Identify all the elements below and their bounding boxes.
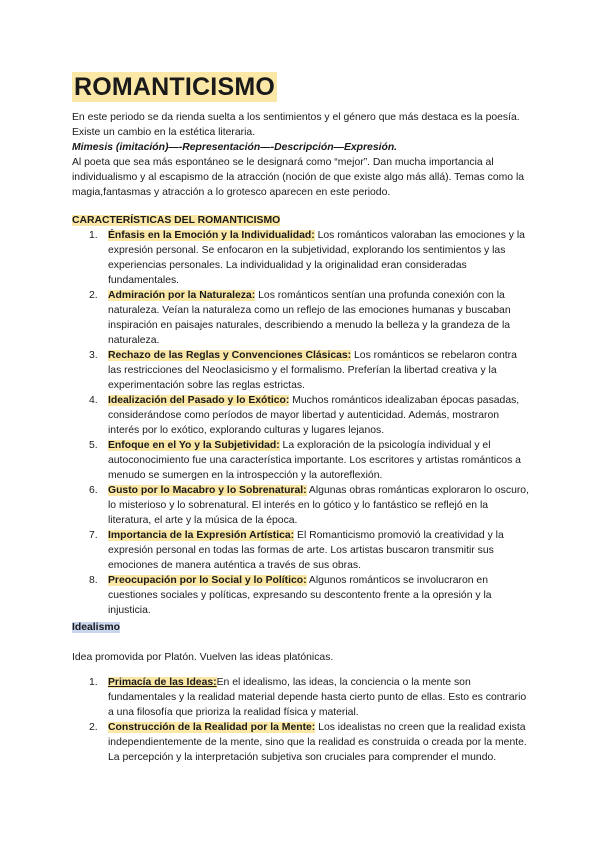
item-text: El Romanticismo promovió la creatividad y la expresión personal en todas las formas de arte. Los artistas buscaron transmitir sus emociones de manera auténtica a través de sus obras. bbox=[108, 530, 504, 571]
intro-text: En este periodo se da rienda suelta a los sentimientos y el género que más destaca es la poesía. Existe un cambio en la estética literaria. bbox=[72, 112, 520, 138]
page-title: ROMANTICISMO bbox=[74, 73, 275, 101]
list-number: 7. bbox=[89, 530, 98, 541]
list-item bbox=[72, 288, 532, 348]
item-text: En el idealismo, las ideas, la conciencia o la mente son fundamentales y la realidad material depende hasta cierto punto de ellas. Esto es contrario a una filosofía que prioriza la realidad física y material. bbox=[108, 677, 527, 718]
item-text: Algunas obras románticas exploraron lo oscuro, lo misterioso y lo sobrenatural. El interés en lo gótico y lo fantástico se reflejó en la literatura, el arte y la música de la época. bbox=[108, 485, 529, 526]
list-number: 3. bbox=[89, 350, 98, 361]
item-text: Los románticos se rebelaron contra las restricciones del Neoclasicismo y el formalismo. Preferían la libertad creativa y la experimentación sobre las reglas estrictas. bbox=[108, 350, 517, 391]
item-term: Preocupación por lo Social y lo Político: bbox=[108, 575, 307, 586]
list-number: 1. bbox=[89, 677, 98, 688]
list-item bbox=[72, 348, 532, 393]
item-term: Idealización del Pasado y lo Exótico: bbox=[108, 395, 290, 406]
intro-paragraph bbox=[72, 110, 532, 200]
characteristics-heading bbox=[72, 213, 280, 228]
item-text: Los románticos sentían una profunda conexión con la naturaleza. Veían la naturaleza como un reflejo de las emociones humanas y buscaban inspiración en paisajes naturales, describiendo a menudo la belleza y la grandeza de la naturaleza. bbox=[108, 290, 511, 346]
list-item bbox=[72, 528, 532, 573]
item-term: Admiración por la Naturaleza: bbox=[108, 290, 256, 301]
idealismo-list bbox=[72, 675, 532, 765]
list-number: 5. bbox=[89, 440, 98, 451]
item-term: Énfasis en la Emoción y la Individualidad: bbox=[108, 230, 315, 241]
list-item bbox=[72, 720, 532, 765]
list-item bbox=[72, 483, 532, 528]
list-number: 1. bbox=[89, 230, 98, 241]
idealismo-intro: Idea promovida por Platón. Vuelven las ideas platónicas. bbox=[72, 652, 334, 663]
item-text: Muchos románticos idealizaban épocas pasadas, considerándose como períodos de mayor libertad y autenticidad. Además, mostraron interés por lo exótico, explorando culturas y lugares lejanos. bbox=[108, 395, 520, 436]
list-number: 8. bbox=[89, 575, 98, 586]
characteristics-heading-text: CARACTERÍSTICAS DEL ROMANTICISMO bbox=[72, 215, 281, 226]
intro-text-2: Al poeta que sea más espontáneo se le designará como “mejor”. Dan mucha importancia al individualismo y al escapismo de la atracción (noción de que existe algo más allá). Temas como la magia,fantasmas y atracción a lo grotesco aparecen en este periodo. bbox=[72, 157, 525, 198]
list-number: 2. bbox=[89, 722, 98, 733]
item-term: Primacía de las Ideas: bbox=[108, 677, 217, 688]
idealismo-heading-text: Idealismo bbox=[72, 622, 120, 633]
item-term: Rechazo de las Reglas y Convenciones Clásicas: bbox=[108, 350, 352, 361]
mimesis-line: Mimesis (imitación)—-Representación—-Descripción—Expresión. bbox=[72, 142, 398, 153]
item-text: Algunos románticos se involucraron en cuestiones sociales y políticas, expresando su descontento frente a la opresión y la injusticia. bbox=[108, 575, 492, 616]
list-item bbox=[72, 675, 532, 720]
item-text: Los idealistas no creen que la realidad exista independientemente de la mente, sino que la realidad es construida o creada por la mente. La percepción y la interpretación subjetiva son cruciales para comprender el mundo. bbox=[108, 722, 527, 763]
item-term: Importancia de la Expresión Artística: bbox=[108, 530, 295, 541]
item-text: La exploración de la psicología individual y el autoconocimiento fue una característica importante. Los escritores y artistas románticos a menudo se sumergen en la introspección y la autoreflexión. bbox=[108, 440, 521, 481]
idealismo-heading bbox=[72, 620, 120, 635]
item-term: Construcción de la Realidad por la Mente: bbox=[108, 722, 316, 733]
list-number: 4. bbox=[89, 395, 98, 406]
characteristics-list bbox=[72, 228, 532, 618]
list-number: 2. bbox=[89, 290, 98, 301]
item-text: Los románticos valoraban las emociones y la expresión personal. Se enfocaron en la subjetividad, explorando los sentimientos y las experiencias personales. La individualidad y la originalidad eran consideradas fundamentales. bbox=[108, 230, 525, 286]
list-item bbox=[72, 228, 532, 288]
item-term: Gusto por lo Macabro y lo Sobrenatural: bbox=[108, 485, 307, 496]
list-item bbox=[72, 573, 532, 618]
list-item bbox=[72, 393, 532, 438]
list-item bbox=[72, 438, 532, 483]
list-number: 6. bbox=[89, 485, 98, 496]
item-term: Enfoque en el Yo y la Subjetividad: bbox=[108, 440, 280, 451]
